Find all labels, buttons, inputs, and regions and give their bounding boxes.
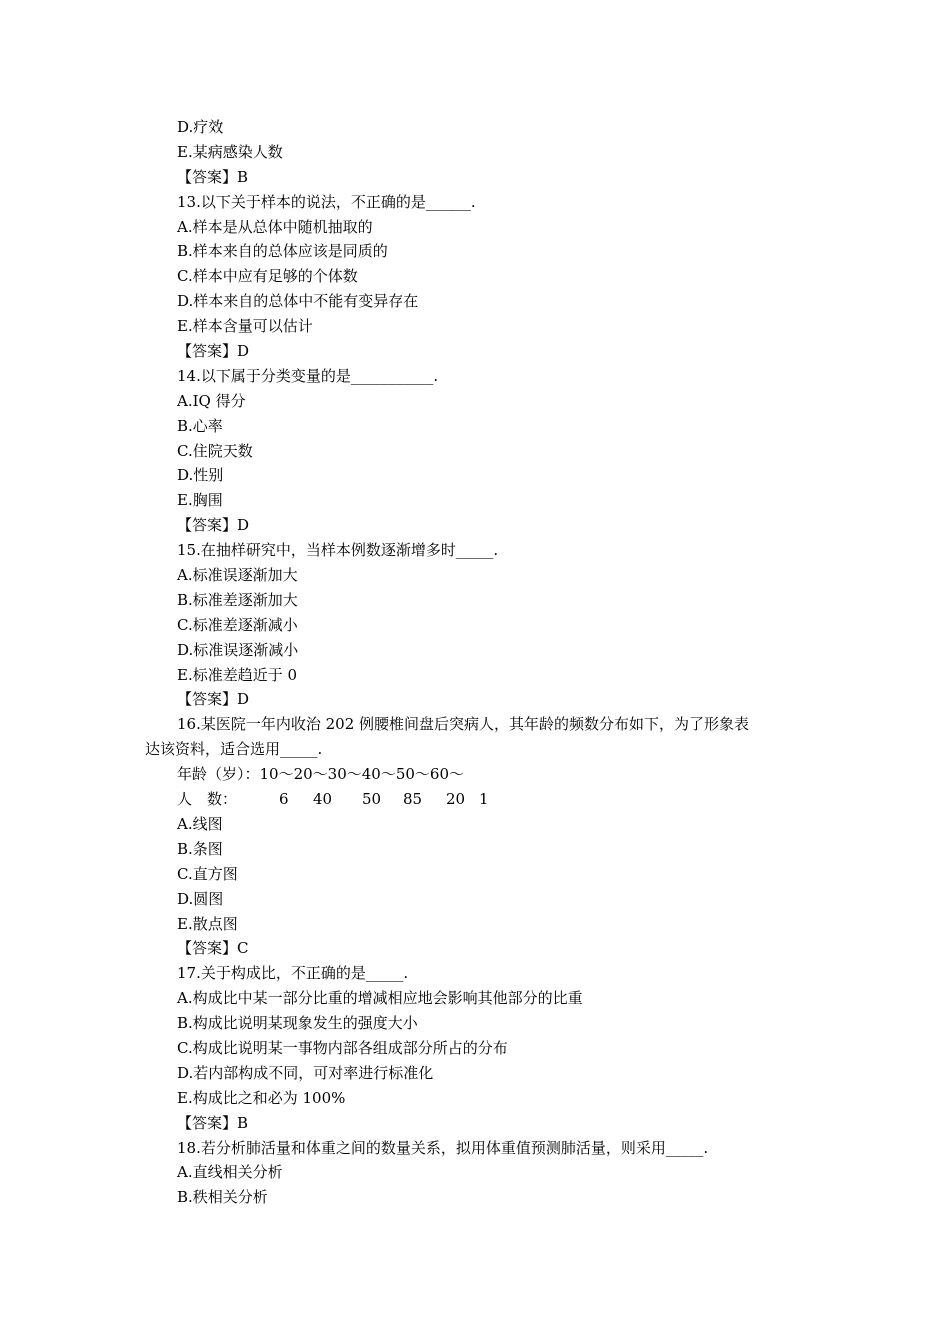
question-16-line-2: 达该资料，适合选用_____. bbox=[145, 740, 323, 759]
option-b: B.条图 bbox=[177, 839, 223, 858]
option-b: B.心率 bbox=[177, 416, 223, 435]
option-d: D.性别 bbox=[177, 466, 224, 485]
count-value: 1 bbox=[479, 790, 489, 809]
option-c: C.标准差逐渐减小 bbox=[177, 615, 298, 634]
count-value: 40 bbox=[313, 790, 333, 809]
question-14: 14.以下属于分类变量的是___________. bbox=[177, 366, 439, 385]
option-d: D.若内部构成不同，可对率进行标准化 bbox=[177, 1063, 434, 1082]
option-e: E.构成比之和必为 100% bbox=[177, 1088, 346, 1107]
count-label: 人 数： bbox=[177, 790, 238, 809]
question-13: 13.以下关于样本的说法，不正确的是______. bbox=[177, 192, 476, 211]
count-value: 85 bbox=[403, 790, 423, 809]
count-row bbox=[145, 787, 815, 812]
option-e: E.胸围 bbox=[177, 491, 223, 510]
option-a: A.样本是从总体中随机抽取的 bbox=[177, 217, 373, 236]
option-c: C.构成比说明某一事物内部各组成部分所占的分布 bbox=[177, 1038, 508, 1057]
option-e: E.样本含量可以估计 bbox=[177, 317, 313, 336]
option-e: E.标准差趋近于 0 bbox=[177, 665, 298, 684]
question-15: 15.在抽样研究中，当样本例数逐渐增多时_____. bbox=[177, 541, 499, 560]
option-d: D.疗效 bbox=[177, 118, 224, 136]
page-content bbox=[145, 115, 815, 1210]
answer: 【答案】B bbox=[177, 1113, 249, 1132]
age-row: 年龄（岁）：10～20～30～40～50～60～ bbox=[177, 765, 465, 784]
answer: 【答案】D bbox=[177, 516, 250, 535]
answer: 【答案】D bbox=[177, 342, 250, 361]
option-c: C.直方图 bbox=[177, 864, 238, 883]
question-18: 18.若分析肺活量和体重之间的数量关系，拟用体重值预测肺活量，则采用_____. bbox=[177, 1138, 709, 1157]
option-a: A.线图 bbox=[177, 814, 223, 833]
option-a: A.构成比中某一部分比重的增减相应地会影响其他部分的比重 bbox=[177, 989, 583, 1008]
option-d: D.样本来自的总体中不能有变异存在 bbox=[177, 292, 419, 311]
question-16-line-1: 16.某医院一年内收治 202 例腰椎间盘后突病人，其年龄的频数分布如下，为了形象表 bbox=[177, 715, 750, 734]
option-b: B.样本来自的总体应该是同质的 bbox=[177, 242, 388, 261]
option-b: B.构成比说明某现象发生的强度大小 bbox=[177, 1014, 418, 1033]
count-value: 20 bbox=[446, 790, 466, 809]
option-c: C.住院天数 bbox=[177, 441, 253, 460]
option-e: E.散点图 bbox=[177, 914, 238, 933]
option-b: B.秩相关分析 bbox=[177, 1188, 268, 1207]
count-value: 6 bbox=[279, 790, 289, 809]
count-value: 50 bbox=[362, 790, 382, 809]
option-a: A.直线相关分析 bbox=[177, 1163, 283, 1182]
question-17: 17.关于构成比，不正确的是_____. bbox=[177, 964, 409, 983]
answer: 【答案】C bbox=[177, 939, 249, 958]
option-b: B.标准差逐渐加大 bbox=[177, 590, 298, 609]
answer: 【答案】B bbox=[177, 167, 249, 186]
option-a: A.标准误逐渐加大 bbox=[177, 566, 298, 585]
option-d: D.标准误逐渐减小 bbox=[177, 640, 299, 659]
option-d: D.圆图 bbox=[177, 889, 224, 908]
option-a: A.IQ 得分 bbox=[177, 391, 246, 410]
option-e: E.某病感染人数 bbox=[177, 142, 283, 161]
answer: 【答案】D bbox=[177, 690, 250, 709]
option-c: C.样本中应有足够的个体数 bbox=[177, 267, 358, 286]
